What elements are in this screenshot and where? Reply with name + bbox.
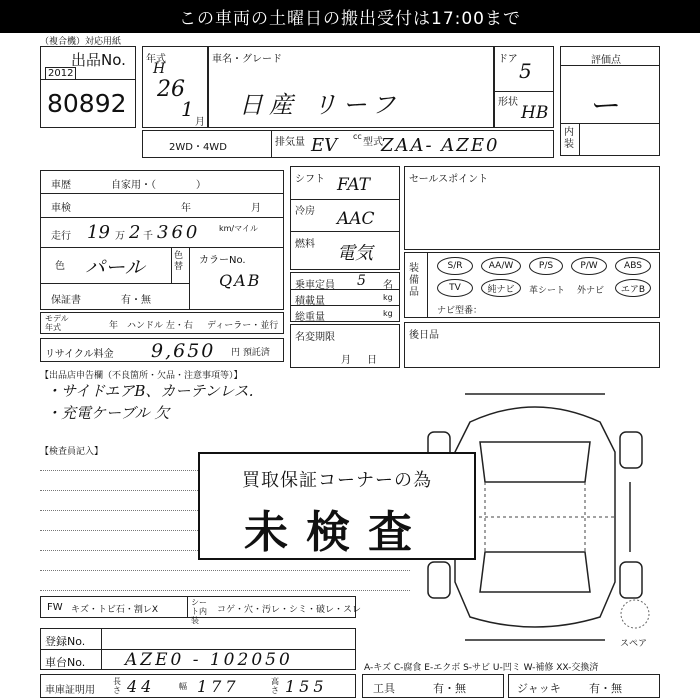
- mileage-thousand: 2: [129, 222, 141, 243]
- model-month-value: 1: [181, 97, 194, 121]
- equipment-box: 装備品 S/R AA/W P/S P/W ABS TV 純ナビ 革シート 外ナビ エアB ナビ型番：: [404, 252, 660, 318]
- car-name-box: 車名・グレード 日産 リーフ: [208, 46, 494, 128]
- ac-value: AAC: [337, 209, 375, 229]
- saturday-pickup-banner: この車両の土曜日の搬出受付は17:00まで: [0, 0, 700, 33]
- spare-label: スペア: [620, 639, 648, 649]
- form-title: （複合機）対応用紙: [40, 37, 122, 47]
- equip-aw: AA/W: [481, 257, 521, 275]
- doors-shape-box: ドア 5 形状 HB: [494, 46, 554, 128]
- cert-width: 177: [197, 677, 240, 696]
- mileage-man: 19: [87, 222, 110, 243]
- capacity-value: 5: [357, 273, 366, 289]
- fw-seat-row: FW キズ・トビ石・割レX シート内装 コゲ・穴・汚レ・シミ・破レ・スレ: [40, 596, 356, 618]
- jack-row: ジャッキ 有・無: [508, 674, 660, 698]
- equip-airbag: エアB: [615, 279, 651, 297]
- score-value: ー: [591, 89, 621, 124]
- inspector-label: 【検査員記入】: [40, 447, 104, 457]
- vehicle-info-table: 車歴 自家用・（ ） 車検 年 月 走行 19 万 2 千 360 km/マイル 色 パール 色替 カラーNo. QAB 保証書 有・無: [40, 170, 284, 310]
- tools-value: 有・無: [433, 682, 466, 695]
- lot-label: 出品No.: [71, 51, 126, 69]
- stamp-line-1: 買取保証コーナーの為: [242, 470, 432, 491]
- garage-cert-row: 車庫証明用 長さ 44 幅 177 高さ 155: [40, 674, 356, 698]
- score-box: 評価点 ー 内装: [560, 46, 660, 156]
- not-inspected-stamp: [198, 452, 476, 560]
- cert-length: 44: [127, 677, 156, 696]
- stamp-line-2: 未検査: [244, 507, 430, 558]
- equip-ps: P/S: [529, 257, 563, 275]
- equip-aftermarket-navi: 外ナビ: [577, 286, 605, 296]
- model-code-value: ZAA- AZE0: [381, 135, 500, 156]
- lot-number: 80892: [47, 89, 127, 118]
- jack-value: 有・無: [589, 682, 622, 695]
- spec-box: シフト FAT 冷房 AAC 燃料 電気: [290, 166, 400, 270]
- color-value: パール: [85, 255, 145, 279]
- shift-value: FAT: [337, 175, 371, 195]
- notes-label: 【出品店申告欄（不良箇所・欠品・注意事項等）】: [40, 371, 243, 381]
- damage-legend: A-キズ C-腐食 E-エクボ S-サビ U-凹ミ W-補修 XX-交換済: [364, 663, 599, 673]
- equip-oem-navi: 純ナビ: [481, 279, 521, 297]
- model-year-row: モデル年式 年 ハンドル 左・右 ディーラー・並行: [40, 312, 284, 334]
- shape-value: HB: [521, 103, 549, 123]
- capacity-box: 乗車定員 5 名 積載量 kg 総重量 kg: [290, 272, 400, 322]
- mileage-rest: 360: [157, 222, 201, 243]
- cert-height: 155: [285, 677, 328, 696]
- drive-row: 2WD・4WD 排気量 EV cc 型式 ZAA- AZE0: [142, 130, 554, 158]
- fuel-value: 電気: [337, 243, 373, 264]
- equip-abs: ABS: [615, 257, 651, 275]
- drive-value: 2WD・4WD: [169, 142, 227, 153]
- lot-box: [40, 46, 136, 128]
- equip-leather: 革シート: [529, 286, 566, 296]
- displacement-value: EV: [311, 135, 338, 156]
- doors-value: 5: [519, 59, 532, 83]
- notes-line-1: ・サイドエアB、カーテンレス.: [46, 382, 254, 400]
- equip-sr: S/R: [437, 257, 473, 275]
- sales-point-box: セールスポイント: [404, 166, 660, 250]
- interior-label: 内装: [564, 127, 574, 150]
- recycle-fee-value: 9,650: [151, 340, 216, 362]
- recycle-row: リサイクル料金 9,650 円 預託済: [40, 338, 284, 362]
- equip-tv: TV: [437, 279, 473, 297]
- chassis-number-value: AZE0 - 102050: [125, 650, 293, 670]
- history-value: 自家用・（ ）: [111, 180, 206, 191]
- year-box: 年式 H 26 1 月: [142, 46, 208, 128]
- aftermarket-box: 後日品: [404, 322, 660, 368]
- model-year-value: 26: [157, 77, 185, 102]
- name-change-box: 名変期限 月日: [290, 324, 400, 368]
- color-number-value: QAB: [219, 271, 262, 290]
- equip-pw: P/W: [571, 257, 607, 275]
- warranty-value: 有・無: [121, 295, 151, 306]
- notes-line-2: ・充電ケーブル 欠: [46, 404, 170, 422]
- registration-box: 登録No. 車台No. AZE0 - 102050: [40, 628, 356, 670]
- car-name-value: 日産 リーフ: [239, 91, 402, 119]
- tools-row: 工具 有・無: [362, 674, 504, 698]
- lot-year: 2012: [45, 67, 76, 80]
